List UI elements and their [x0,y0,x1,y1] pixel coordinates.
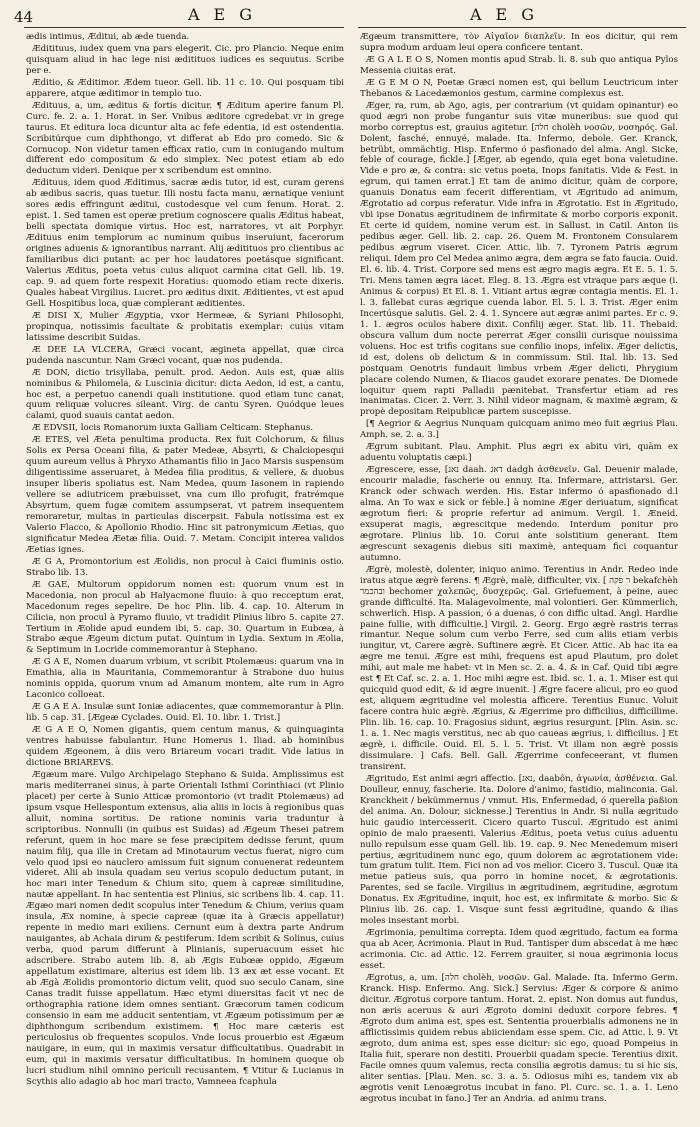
entry-paragraph: Ædituus, a, um, æditus & fortis dicitur. ¶ Æditum aperire fanum Pl. Curc. fe. 2. a. 1. Horat. in Ser. Vnibus æditore cgredebat vr in grege taurus. Et editura loca dicuntur alta ac fefe edentia, id est ostendentia. Scribitúrque cum diphthongo, vt differat ab Edo pro comedo. Sic & Cornucop. Non videtur tamen efficax ratio, cum in coniugando multum different edo compositum & edo simplex. Nec potest etiam ab edo deductum videri. Denique per x scribendum est omnino. [26,100,344,177]
running-head-left: AEG [188,5,267,24]
header-rule-right [358,27,686,28]
page-header [0,0,700,30]
entry-paragraph: Ægritudo, Est animi ægri affectio. [נאנ, daabôn, ἀγωνία, ἀσθένεια. Gal. Doulleur, ennuy, fascherie. Ita. Dolore d'animo, fastidio, malinconia. Gal. Kranckheit / bekümmernus / vnmut. His. Enfermedad, ó querella paßion del anima. An. Dolour, sicknesse.] Terentius in Andr. Si nulla ægritudo huic gaudio intercesserit. Cicero quarto Tuscul. Ægritudo est animi opinio de malo praesenti. Valerius Æditus, poeta vetus cuius aduentu nullo repulsum esse quam Gell. lib. 19. cap. 9. Nec Menedemum miseri pertius, ægritudinem nunc ego, quum dolorem ac ægrotationem vide: tum gratum tulit. Item. Fici non ad vos melior. Cicero 3. Tuscul. Quæ ita metue patieus suis, qua porro in homine nocet, & ægrotationis. Parentes, sed se facile. Virgilius in ægritudinem, ægritudine, ægrotum Donatus. Ex Ægritudine, inquit, hoc est, ex infirmitate & morbo. Sic & Plinius lib. 26. cap. 1. Visque sunt fessi ægritudine, quando & ilias moles insestant morbi. [360,773,678,927]
entry-paragraph: Æ EDVSII, locis Romanorum iuxta Galliam Celticam. Stephanus. [32,423,314,434]
entry-paragraph: Ægrimonia, penultima correpta. Idem quod ægritudo, factum ea forma qua ab Acer, Acrimonia. Plaut in Rud. Tantisper dum abscedat à me hæc acrimonia. Cic. ad Attic. 12. Ferrem grauiter, si noua ægrimonia locus esset. [360,928,678,972]
entry-paragraph: Æ G A L E O S, Nomen montis apud Strab. li. 8. sub quo antiqua Pylos Messenia ciuitas erat. [360,54,678,76]
entry-paragraph: Æ G A E A. Insulæ sunt Ioniæ adiacentes, quæ commemorantur à Plin. lib. 5 cap. 31. [Ægeæ Cyclades. Ouid. El. 10. libr. 1. Trist.] [26,702,344,724]
entry-paragraph: Æ G A, Promontorium est Æolidis, non procul à Caici fluminis ostio. Strabo lib. 13. [26,556,344,578]
entry-paragraph: Ægrè, molestè, dolenter, iniquo animo. Terentius in Andr. Redeo inde iratus atque ægrè ferens. ¶ Ægrè, malè, difficulter, vix. [ ר פקה bekafchèh ובהכמר bechomer χαλεπῶς, δυσχερῶς. Gal. Griefuement, à peine, auec grande difficulté. Ita. Malagevolmente, mal volontieri. Ger. Kümmerlich, schwerlich. Hisp. A passion, ó a duenas, ó con diffic ultad. Angl. Hardlie paine fullie, with difficultie.] Virgil. 2. Georg. Ergo ægrè rastris terras rimantur. Neque solum cum verbo Ferre, sed cum aliis etiam verbis iungitur, vt, Carere ægrè. Suftinere ægrè. Et Cicer. Attic. Ab hac ita ea ægre me tenui. Ægre est mihi, frequens est apud Plautum, pro dolet mihi, aut male me habet: vt in Men sc. 2. a. 4. & in Caf. Quid tibi ægre est ¶ Et Caf. sc. 2. a. 1. Hoc mihi ægre est. Ibid. sc. 1. a. 1. Miser est qui quicquid quod edit, & id ægre inuenit. ] Ægre facere alicui, pro eo quod est, aliquem ægritudine vel molestia afficere. Terentius Eunuc. Voluit facere contra huic ægrè. Ægrius, & Ægerrime pro difficilius, difficillime. Plin. lib. 16. cap. 10. Fragosius sidunt, ægrius resurgunt. [Plin. Asin. sc. 1. a. 1. Nec magis verstitus, nec ab quo caueas ægrius, i. difficilius. ] Et ægrè, i. difficile. Ouid. El. 5. l. 5. Trist. Vt illam non ægrè possis dissimulare. ] Cafs. Bell. Gall. Ægerrime confeceerant, vt flumen transirent. [360,564,678,772]
entry-paragraph: Æ G A E, Nomen duarum vrbium, vt scribit Ptolemæus: quarum vna in Emathia, alia in Mauritania, Commemorantur à Strabone duo huius nominis oppida, quorum vnum ad Amanum montem, alte rum in Agro Laconico colloeat. [26,657,344,701]
entry-paragraph: Ægrescere, esse, [נאנ daah. דאג dadgh ἀσθενεῖν. Gal. Deuenir malade, encourir maladie, fascherie ou ennuy. Ita. Infermare, attristarsi. Ger. Kranck oder schwach werden. His. Estar infermo ó apasfionado d.l alma. An To wax e sick or feble.] à nomine Æger deriuatum, significat ægrotum fieri: & proprie refertur ad animum. Vergil. 1. Æneid. exsuperat magis, ægrescitque medendo. Interdum ponitur pro ægrotare. Plinius lib. 10. Corui ante solstitium generant. Item ægrescunt sexagenis diebus siti maximè, antequam fici coquantur autumno. [360,465,678,563]
entry-paragraph: Ædituus, idem quod Æditimus, sacræ ædis tutor, id est, curam gerens ab ædibus sacris, quas tuetur. Illi nostu facta manu, ærnatique veniunt sores ædis effringunt æditui, custodesque vel cum fenum. Horat. 2. epist. 1. Sed tamen est operæ pretium cognoscere qualis Æditus habeat, belli spectata domique virtus. Hoc est, narratores, vt ait Porphyr. Ædituus enim templorum ac numinum quibus inseruiunt, facerorum origines aduenis & ignorantibus narrant. Alij æditituos pro clientibus ac familiaribus dici putant: ac per hoc laudatores poetásque significant. Valerius Æditus, poeta vetus cuius aliquot carmina citat Gell. lib. 19. cap. 9. ad quem forte respexit Horatius: quomodo etiam recte dixeris. Quales habeat Virgilius. Lucret. pro æditus dixit. Æditientes, vt est apud Gell. Hospitibus loca, quæ complerant æditientes. [26,178,344,309]
entry-paragraph: Ægrum subitant. Plau. Amphit. Plus ægri ex abitu viri, quàm ex aduentu voluptatis cæpi.] [360,442,678,464]
header-rule-left [24,27,344,28]
running-head-right: AEG [470,5,549,24]
entry-paragraph: Æ G E M O N, Poetæ Græci nomen est, qui bellum Leuctricum inter Thebanos & Lacedæmonios gestum, carmine complexus est. [360,77,678,99]
entry-paragraph: Æger, ra, rum, ab Ago, agis, per contrarium (vt quidam opinantur) eo quod ægri non probe fungantur suis vitæ muneribus: sue quod qui morbo correptus est, grauius agitetur. [חלה cholèh νοσῶν, νοσηρός. Gal. Dolent, fasché, ennuyé, malade. Ita. Infermo, debole. Ger. Kranck, betrübt, ommächtig. Hisp. Enfermo ó pasfionado del alma. Angl. Sicke, feble of courage, fickle.] [Æger, ab egendo, quia eget bona valetudine. Vide e pro æ, & contra: sic vetus poeta, Inops fanitatis. Vide & Fest. in egrum, qui tamen errat.] Et tam de animo dicitur, quàm de corpore, quanuis Donatus eam fecerit differentiam, vt Ægritudo ad animum, Ægrotatio ad corpus referatur. Vide infra in Ægrotatio. Est in Ægritudo, vbi ipse Donatus ægritudinem de infirmitate & morbo corporis exponit. Et certe id quidem, nomine verum est. in Sallust. in Catil. Anton iis pedibus æger. Gell. lib. 2. cap. 26. Quem M. Frontonem Consularem pedibus ægrum viseret. Cicer. Attic. lib. 7. Tyronem Patris ægrum reliqui. Idem pro Cel Medea animo ægra, dem ægra se fato faucia. Ouid. El. 6. lib. 4. Trist. Corpore sed mens est ægro magis ægra. Et E. 5. 1. 5. Tri. Mens tamen ægra iacet. Eleg. 8. 13. Ægra est vtraque pars æque (i. Animus & corpus) Et El. 8. 1. Vitiant artus ægræ contagia mentis. El. 1. l. 3. fallebat curas ægrique cuenda labor. El. 5. l. 3. Trist. Æger enim Incertúsque salutis. Gel. 2. 4. 1. Syncere aut ægræ animi partes. Er c. 9. 1. 1. ægros oculos habere dixit. Confilij æger. Stat. lib. 11. Thebaid. obscura vallum dum nocte pererrat Æger consilii curisque nouissima voluens. Hoc est trifis cogitans sue confilio inops, infelix. Æger delictis, id est, dolens ob delictum & in commissum. Stil. Ital. lib. 13. Sed postquam Oenotris fundauit limbus vrbem Æger delicti, Phrygium placare colendo Numen, & Iliacos gaudet exorare penates. De Diomede loquitur quem rapti Palladii pænitebat. Transfertur etiam ad res inanimatas. Cicer. 2. Verr. 3. Nihil videor magnam, & maximè ægram, & propè depositam Reipublicæ partem suscepisse. [360,100,678,418]
entry-paragraph: Æditio, & Æditimor. Ædem tueor. Gell. lib. 11 c. 10. Qui posquam tibi apparere, atque æditimor in templo tuo. [26,77,344,99]
left-column [26,32,344,1120]
entry-paragraph: Ægæum mare. Vulgo Archipelago Stephano & Suida. Amplissimus est maris mediterranei sinus, à parte Orientali Isthmi Corinthiaci (vt Plinio placet) per certe à Sunio Atticæ promontorio (vt tradit Ptolemæus) ad ipsum vsque Hellespontum extensus, alia aliis in locis à regionibus quas alluit, nomina sortitus. De ratione nominis varia traduntur à scriptoribus. Nonnulli (in quibus est Suidas) ad Ægeum Thesei patrem referunt, quem in hoc mare se fese præcipitem dedisse ferunt, quum nauim filij, qua ille in Cretam ad Minotaurum vectus fuerat, nigro cum velo quod ipsi eo nauclero amissum fuit signum conuenerat redeuntem videret. Alii ab insula quadam seu verius scopulo deductum putant, in hoc mari inter Tenedum & Chium sito, quem à capreæ similitudine, nautæ appellant. In hac sententia est Plinius, sic scribens lib. 4. cap. 11. Ægæo mari nomen dedit scopulus inter Tenedum & Chium, verius quam insula, Æx nomine, à specie capreæ (quæ ita à Græcis appellatur) repente in medio mari exiliens. Cernunt eum à dextra parte Andrum nauigantes, ab Achaia dirum & pestiferum. Idem scribit & Solinus, cuius verba, quod parum differunt à Plinianis, superuacuum esset hic adscribere. Strabo autem lib. 8. ab Ægis Eubœæ oppido, Ægæum appellatum existimare, alterius est idem lib. 13 æx æt esse vocant. Et ab Ægà Æolidis promontorio dictum velit, quod suo seculo Canam, sine Canas tradit fuisse appellatum. Hæc etymi diuersitas facit vt nec de orthographia ratione idem omnes sentiant. Græcorum tamen codicum consensio in eam me adducit sententiam, vt Ægæum potissimum per æ diphthongum scribendum existimem. ¶ Hoc mare cæteris est periculosius ob frequentes scopulos. Vnde locus prouerbio est Ægæum nauigare, in eum, qui in maximis versatur difficultatibus. Quadrabit in eum, qui in maximis versatur difficultatibus. In hominem quoque ob lucri studium nihil omnino periculi recusantem. ¶ Vtitur & Lucianus in Scythis alio adagio ab hoc mari tracto, Vamneea fcaphula [26,769,344,1087]
right-column [360,32,678,1120]
entry-paragraph: Ægrotus, a, um. [חלה cholèh, νοσῶν. Gal. Malade. Ita. Infermo Germ. Kranck. Hisp. Enfermo. Ang. Sick.] Servius: Æger & corpore & animo dicitur. Ægrotus corpore tantum. Horat. 2. epist. Non domus aut fundus, non æris aceruus & auri Ægroto domini deduxit corpore febres. ¶ Ægroto dum anima est, spes est. Sententia prouerbialis admonens ne in afflictissimis quidem rebus abiiciendam esse spem. Cic. ad Attic. l. 9. Vt ægroto, dum anima est, spes esse dicitur: sic ego, quoad Pompeius in Italia fuit, sperare non destiti. Prouerbii quadam specie. Terentius dixit. Facile omnes quum valemus, recta consilia ægrotis damus: tu si hic sis, aliter sentias. [Plau. Men. sc. 3. a. 5. Odiosus mihi es, tandem vix ab ægrotis venit Lenoægrotus incubat in fano. Pl. Curc. sc. 1. a. 1. Leno ægrotus incubat in fano.] Ter an Andria. ad animu trans. [360,973,678,1104]
entry-paragraph: Æ DISI X, Mulier Ægyptia, vxor Hermeæ, & Syriani Philosophi, propinqua, notissimis facultate & probitatis exemplar: cuius vitam latissime describit Suidas. [26,310,344,343]
entry-paragraph: Æ GAE, Multorum oppidorum nomen est: quorum vnum est in Macedonia, non procul ab Halyacmone fluuio: à quo recceptum erat, Macedonum reges sepelire. De hoc Plin. lib. 4. cap. 10. Alterum in Cilicia, non procul à Pyramo fluuio, vt tradidit Plinius libro 5. capite 27. Tertium in Æolide apud eundem ibi, 5. cap. 30. Quartum in Eubœa, à Strabo æque Ægeum dictum putat. Quintum in Lydia. Sextum in Æolia, & Septimum in Locride commemorantur à Stephano. [26,579,344,656]
page-number: 44 [14,8,34,26]
entry-paragraph: Ægæum transmittere, τὸν Αἰγαῖον διαπλεῖν. In eos dicitur, qui rem supra modum arduam leui opera conficere tentant. [360,32,678,53]
entry-paragraph: ædis intimus, Æditui, ab æde tuenda. [26,32,190,42]
entry-paragraph: [¶ Aegrior & Aegrius Nunquam quicquam animo meo fuit ægrius Plau. Amph. se. 2. a. 3.] [360,419,678,441]
entry-paragraph: Æ DON, dictio trisyllaba, penult. prod. Aedon. Auis est, quæ aliis nominibus & Philomela, & Luscinia dicitur: dicta Aedon, id est, a cantu, hoc est, a perpetuo canendi quali institutione. quod etiam tunc canat, quum reliquæ volucres sileant. Virg. de cantu Syren. Quódque leues calami, quod suauis cantat aedon. [26,367,344,422]
entry-paragraph: Æ DEE LA VLCERA, Græci vocant, ægineta appellat, quæ circa pudenda nascuntur. Nam Græci vocant, quæ nos pudenda. [26,344,344,366]
entry-paragraph: Æditituus, iudex quem vna pars elegerit. Cic. pro Plancio. Neque enim quisquam aliud in hac lege nisi æditituos iudices es sequutus. Scribe per e. [26,43,344,76]
entry-paragraph: Æ G A E O, Nomen gigantis, quem centum manus, & quinquaginta ventres habuisse fabulantur. Hunc Homerus 1. Iliad. ab hominibus quidem Ægeonem, à diis vero Briareum vocari tradit. Vide latius in dictione BRIAREVS. [26,725,344,768]
entry-paragraph: Æ ETES, vel Æeta penultima producta. Rex fuit Colchorum, & filius Solis ex Persa Oceani filia, & pater Medeæ, Absyrti, & Chalciopesqui quum aureum vellus à Phryxo Athamantis filio in Jaco Marsis suspensum diligentissime asseruaret, à Medea filia proditus, & vellere, & duobus insuper liberis spoliatus est. Nam Medea, quum Iasonem in rapiendo vellere se adiutricem præbuisset, vna cum illo profugit, fratrémque Absyrtum, quem fugæ comitem assumpserat, vt patrem insequentem remoraretur, multas in particulas discerpsit. Fabula notissima est ex Valerio Flacco, & Apollonio Rhodio. Hinc sit patronymicum Æetias, quo significatur Medea Æetæ filia. Ouid. 7. Metam. Concipit interea validos Æetias ignes. [26,435,344,555]
